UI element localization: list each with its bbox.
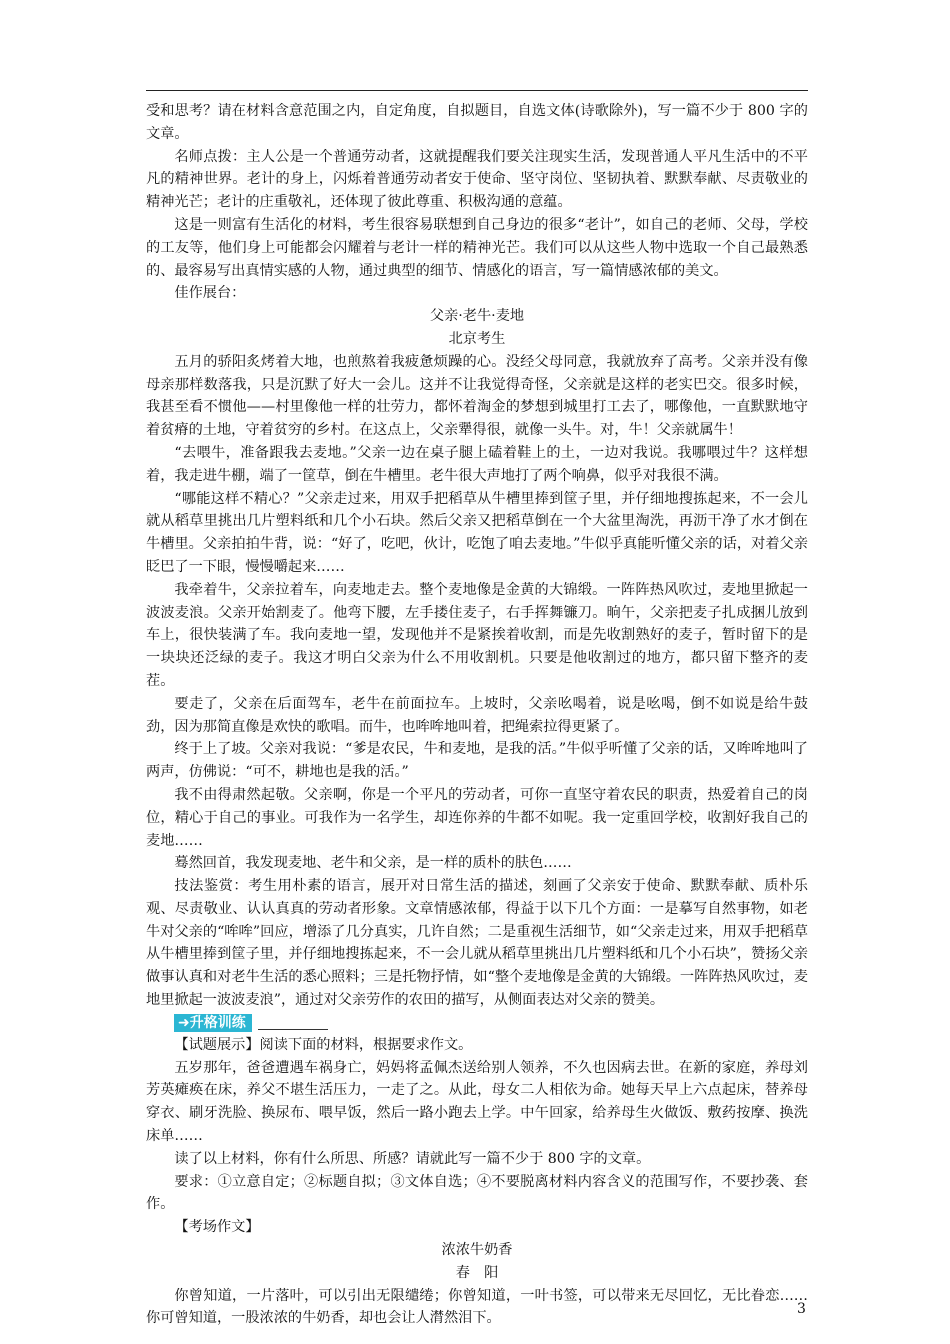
- section-banner-upgrade-training: [174, 1014, 808, 1032]
- essay-title: 浓浓牛奶香: [441, 1242, 513, 1259]
- paragraph-question-display: 【试题展示】阅读下面的材料，根据要求作文。: [174, 1036, 473, 1053]
- essay-title: 父亲·老牛·麦地: [429, 308, 525, 325]
- paragraph-teacher-tips: 名师点拨：主人公是一个普通劳动者，这就提醒我们要关注现实生活，发现普通人平凡生活中的不平凡的精神世界。老计的身上，闪烁着普通劳动者安于使命、坚守岗位、坚韧执着、默默奉献、尽责敬业的精神光芒；老计的庄重敬礼，还体现了彼此尊重、积极沟通的意蕴。: [146, 148, 808, 211]
- paragraph-material: 五岁那年，爸爸遭遇车祸身亡，妈妈将孟佩杰送给别人领养，不久也因病去世。在新的家庭，养母刘芳英瘫痪在床，养父不堪生活压力，一走了之。从此，母女二人相依为命。她每天早上六点起床，替养母穿衣、刷牙洗脸、换尿布、喂早饭，然后一路小跑去上学。中午回家，给养母生火做饭、敷药按摩、换洗床单……: [146, 1059, 808, 1145]
- paragraph-task: 读了以上材料，你有什么所思、所感？请就此写一篇不少于 800 字的文章。: [174, 1150, 651, 1167]
- essay-paragraph: 我不由得肃然起敬。父亲啊，你是一个平凡的劳动者，可你一直坚守着农民的职责，热爱着自己的岗位，精心于自己的事业。可我作为一名学生，却连你养的牛都不如呢。我一定重回学校，收割好我自己的麦地……: [146, 786, 808, 849]
- arrow-right-icon: ➜: [178, 1014, 190, 1031]
- document-body: [146, 100, 808, 1330]
- section-label-showcase: 佳作展台：: [174, 285, 246, 302]
- banner-tag: [174, 1014, 252, 1032]
- paragraph-requirements: 要求：①立意自定；②标题自拟；③文体自选；④不要脱离材料内容含义的范围写作，不要抄袭、套作。: [146, 1173, 808, 1213]
- paragraph-technique-review: 技法鉴赏：考生用朴素的语言，展开对日常生活的描述，刻画了父亲安于使命、默默奉献、质朴乐观、尽责敬业、认认真真的劳动者形象。文章情感浓郁，得益于以下几个方面：一是摹写自然事物，如老牛对父亲的“哞哞”回应，增添了几分真实，几许自然；二是重视生活细节，如“父亲走过来，用双手把稻草从牛槽里捧到筐子里，并仔细地搜拣起来，不一会儿就从稻草里挑出几片塑料纸和几个小石块”，赞扬父亲做事认真和对老牛生活的悉心照料；三是托物抒情，如“整个麦地像是金黄的大锦缎。一阵阵热风吹过，麦地里掀起一波波麦浪”，通过对父亲劳作的农田的描写，从侧面表达对父亲的赞美。: [146, 878, 808, 1009]
- essay-author: 春 阳: [455, 1264, 499, 1281]
- essay-author: 北京考生: [448, 330, 506, 347]
- paragraph-prompt-continuation: 受和思考？请在材料含意范围之内，自定角度，自拟题目，自选文体(诗歌除外)，写一篇不少于 800 字的文章。: [146, 103, 808, 142]
- essay-paragraph: “去喂牛，准备跟我去麦地。”父亲一边在桌子腿上磕着鞋上的土，一边对我说。我哪喂过牛？这样想着，我走进牛棚，端了一筐草，倒在牛槽里。老牛很大声地打了两个响鼻，似乎对我很不满。: [146, 444, 808, 484]
- banner-label: 升格训练: [189, 1014, 246, 1031]
- essay-paragraph: “哪能这样不精心？”父亲走过来，用双手把稻草从牛槽里捧到筐子里，并仔细地搜拣起来，不一会儿就从稻草里挑出几片塑料纸和几个小石块。然后父亲又把稻草倒在一个大盆里淘洗，再沥干净了水才倒在牛槽里。父亲拍拍牛背，说：“好了，吃吧，伙计，吃饱了咱去麦地。”牛似乎真能听懂父亲的话，对着父亲眨巴了一下眼，慢慢嚼起来……: [146, 490, 808, 575]
- essay-paragraph: 我牵着牛，父亲拉着车，向麦地走去。整个麦地像是金黄的大锦缎。一阵阵热风吹过，麦地里掀起一波波麦浪。父亲开始割麦了。他弯下腰，左手搂住麦子，右手挥舞镰刀。晌午，父亲把麦子扎成捆儿放到车上，很快装满了车。我向麦地一望，发现他并不是紧挨着收割，而是先收割熟好的麦子，暂时留下的是一块块还泛绿的麦子。我这才明白父亲为什么不用收割机。只要是他收割过的地方，都只留下整齐的麦茬。: [146, 581, 808, 689]
- page-number: 3: [797, 1301, 806, 1317]
- banner-underline: [258, 1015, 328, 1030]
- essay-paragraph: 要走了，父亲在后面驾车，老牛在前面拉车。上坡时，父亲吆喝着，说是吆喝，倒不如说是给牛鼓劲，因为那简直像是欢快的歌唱。而牛，也哞哞地叫着，把绳索拉得更紧了。: [146, 695, 808, 735]
- essay-paragraph: 蓦然回首，我发现麦地、老牛和父亲，是一样的质朴的肤色……: [174, 855, 572, 872]
- essay-paragraph: 五月的骄阳炙烤着大地，也煎熬着我疲惫烦躁的心。没经父母同意，我就放弃了高考。父亲并没有像母亲那样数落我，只是沉默了好大一会儿。这并不让我觉得奇怪，父亲就是这样的老实巴交。很多时候，我甚至看不惯他——村里像他一样的壮劳力，都怀着淘金的梦想到城里打工去了，哪像他，一直默默地守着贫瘠的土地，守着贫穷的乡村。在这点上，父亲犟得很，就像一头牛。对，牛！父亲就属牛！: [146, 353, 808, 439]
- header-rule: [146, 90, 808, 91]
- essay-paragraph: 你曾知道，一片落叶，可以引出无限缱绻；你曾知道，一叶书签，可以带来无尽回忆，无比眷恋……你可曾知道，一股浓浓的牛奶香，却也会让人潸然泪下。: [146, 1287, 808, 1327]
- essay-paragraph: 终于上了坡。父亲对我说：“爹是农民，牛和麦地，是我的活。”牛似乎听懂了父亲的话，又哞哞地叫了两声，仿佛说：“可不，耕地也是我的活。”: [146, 741, 808, 781]
- section-label-exam-essay: 【考场作文】: [174, 1219, 260, 1236]
- paragraph-material-analysis: 这是一则富有生活化的材料，考生很容易联想到自己身边的很多“老计”，如自己的老师、父母，学校的工友等，他们身上可能都会闪耀着与老计一样的精神光芒。我们可以从这些人物中选取一个自己最熟悉的、最容易写出真情实感的人物，通过典型的细节、情感化的语言，写一篇情感浓郁的美文。: [146, 216, 808, 279]
